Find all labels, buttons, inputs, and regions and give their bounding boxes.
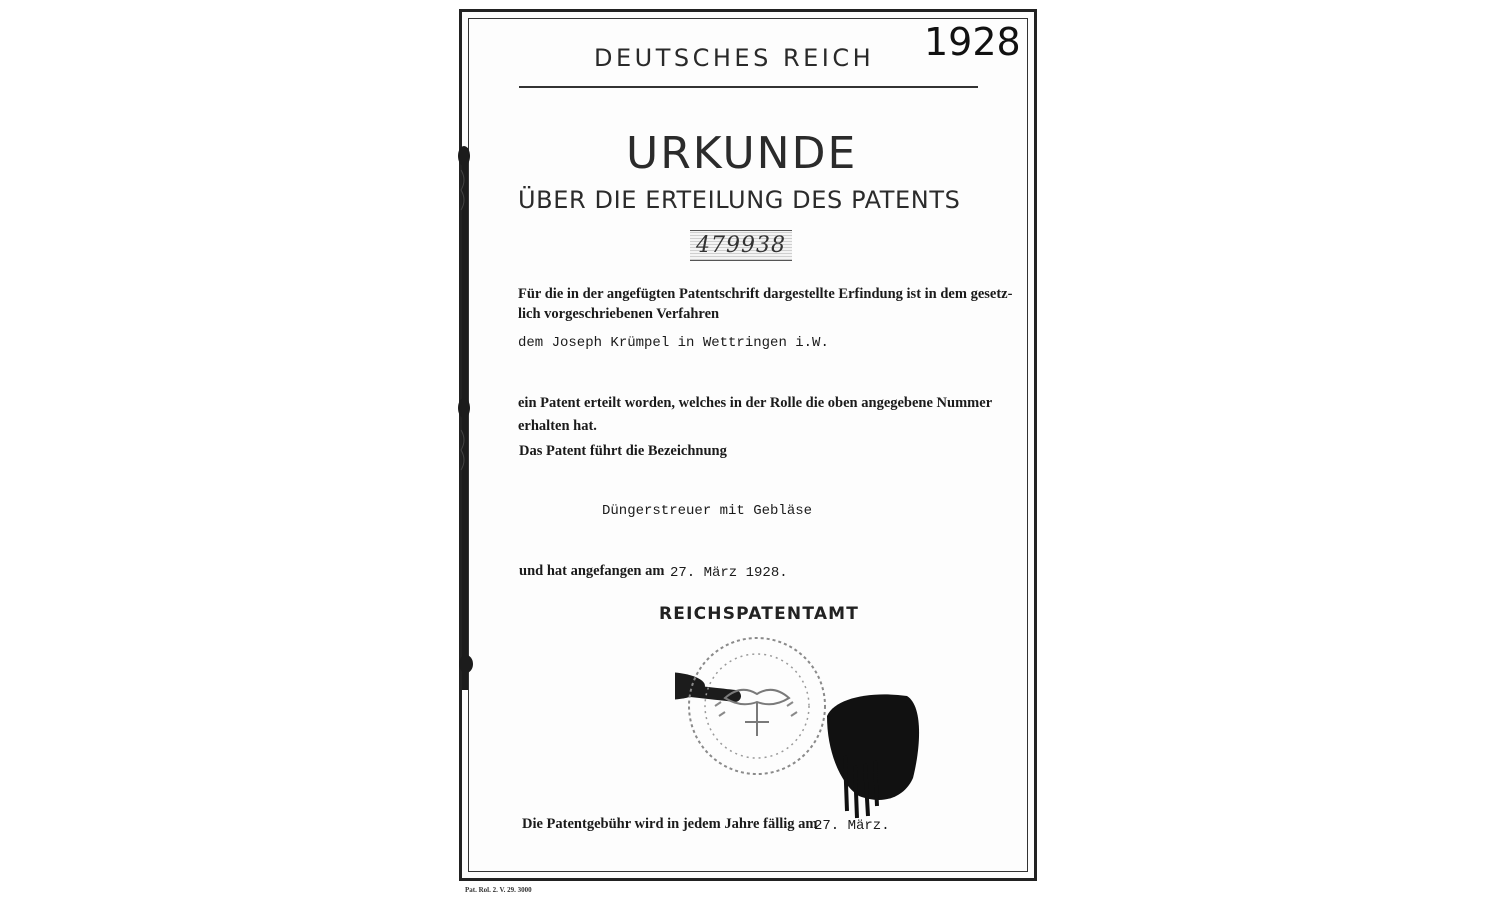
cord-ribbon-icon xyxy=(455,140,485,700)
intro-text-line1: Für die in der angefügten Patentschrift dargestellte Erfindung ist in dem gesetz- xyxy=(518,286,1013,302)
start-label: und hat angefangen am xyxy=(519,563,665,579)
granted-text-line1: ein Patent erteilt worden, welches in der Rolle die oben angegebene Nummer xyxy=(518,395,993,411)
embossed-seal-icon xyxy=(675,636,925,826)
start-date: 27. März 1928. xyxy=(670,565,788,581)
document-subtitle: ÜBER DIE ERTEILUNG DES PATENTS xyxy=(518,186,961,214)
intro-text-line2: lich vorgeschriebenen Verfahren xyxy=(518,306,720,322)
year-label: 1928 xyxy=(924,20,1021,64)
fee-label: Die Patentgebühr wird in jedem Jahre fällig am xyxy=(522,816,818,832)
fee-date: 27. März. xyxy=(814,818,890,834)
form-code: Pat. Rol. 2. V. 29. 3000 xyxy=(465,886,532,894)
header-rule xyxy=(519,86,978,88)
designation-label: Das Patent führt die Bezeichnung xyxy=(519,443,727,459)
granted-text-line2: erhalten hat. xyxy=(518,418,597,434)
recipient-name: dem Joseph Krümpel in Wettringen i.W. xyxy=(518,335,829,351)
patent-number: 479938 xyxy=(690,230,792,261)
document-title: URKUNDE xyxy=(626,128,858,179)
patent-designation: Düngerstreuer mit Gebläse xyxy=(602,503,813,519)
country-heading: DEUTSCHES REICH xyxy=(594,44,875,72)
authority-name: REICHSPATENTAMT xyxy=(659,604,860,624)
